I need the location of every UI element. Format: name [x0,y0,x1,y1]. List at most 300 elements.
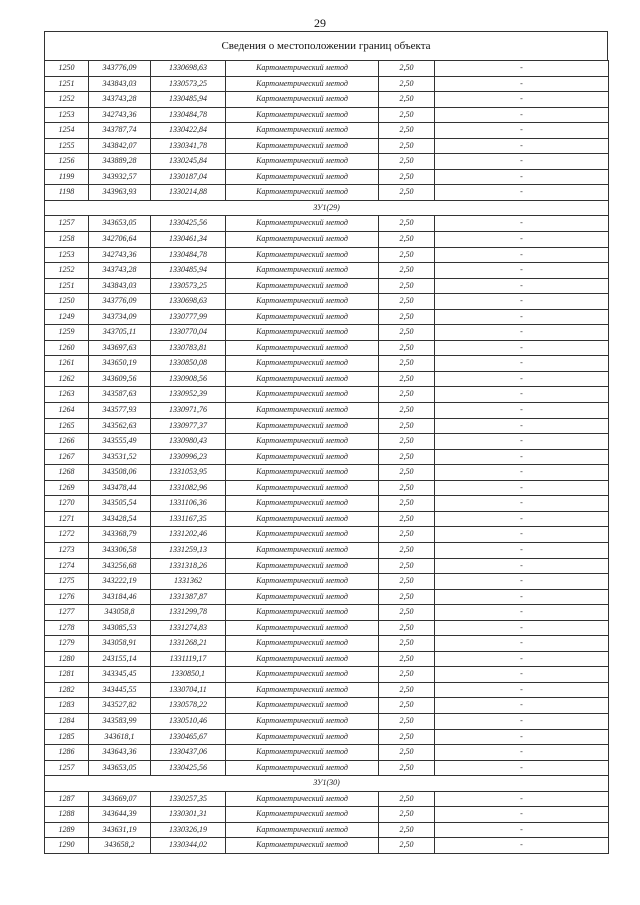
description-cell: - [435,807,609,823]
accuracy-cell: 2,50 [379,822,435,838]
accuracy-cell: 2,50 [379,574,435,590]
x-coordinate-cell: 343306,58 [89,542,151,558]
method-cell: Картометрический метод [226,713,379,729]
method-cell: Картометрический метод [226,449,379,465]
x-coordinate-cell: 343653,05 [89,760,151,776]
description-cell: - [435,822,609,838]
y-coordinate-cell: 1330952,39 [151,387,226,403]
description-cell: - [435,527,609,543]
table-row [45,745,609,761]
method-cell: Картометрический метод [226,636,379,652]
point-number-cell: 1256 [45,154,89,170]
table-row [45,263,609,279]
point-number-cell: 1255 [45,138,89,154]
accuracy-cell: 2,50 [379,465,435,481]
y-coordinate-cell: 1330573,25 [151,278,226,294]
description-cell: - [435,698,609,714]
method-cell: Картометрический метод [226,542,379,558]
table-row [45,574,609,590]
method-cell: Картометрический метод [226,371,379,387]
method-cell: Картометрический метод [226,589,379,605]
table-row [45,636,609,652]
accuracy-cell: 2,50 [379,61,435,77]
y-coordinate-cell: 1330510,46 [151,713,226,729]
y-coordinate-cell: 1330301,31 [151,807,226,823]
point-number-cell: 1287 [45,791,89,807]
x-coordinate-cell: 343734,09 [89,309,151,325]
table-row [45,698,609,714]
point-number-cell: 1252 [45,263,89,279]
description-cell: - [435,403,609,419]
point-number-cell: 1249 [45,309,89,325]
y-coordinate-cell: 1330484,78 [151,247,226,263]
accuracy-cell: 2,50 [379,138,435,154]
accuracy-cell: 2,50 [379,480,435,496]
accuracy-cell: 2,50 [379,340,435,356]
x-coordinate-cell: 343705,11 [89,325,151,341]
accuracy-cell: 2,50 [379,216,435,232]
description-cell: - [435,791,609,807]
y-coordinate-cell: 1330326,19 [151,822,226,838]
table-row [45,76,609,92]
table-row [45,729,609,745]
table-row [45,169,609,185]
description-cell: - [435,169,609,185]
x-coordinate-cell: 342743,36 [89,107,151,123]
x-coordinate-cell: 343932,57 [89,169,151,185]
x-coordinate-cell: 343697,63 [89,340,151,356]
point-number-cell: 1262 [45,371,89,387]
table-row [45,480,609,496]
table-row [45,294,609,310]
y-coordinate-cell: 1330341,78 [151,138,226,154]
y-coordinate-cell: 1331268,21 [151,636,226,652]
x-coordinate-cell: 343058,8 [89,605,151,621]
description-cell: - [435,480,609,496]
x-coordinate-cell: 343555,49 [89,434,151,450]
point-number-cell: 1275 [45,574,89,590]
description-cell: - [435,232,609,248]
point-number-cell: 1266 [45,434,89,450]
accuracy-cell: 2,50 [379,371,435,387]
accuracy-cell: 2,50 [379,558,435,574]
x-coordinate-cell: 343478,44 [89,480,151,496]
accuracy-cell: 2,50 [379,496,435,512]
description-cell: - [435,61,609,77]
method-cell: Картометрический метод [226,465,379,481]
method-cell: Картометрический метод [226,418,379,434]
description-cell: - [435,216,609,232]
description-cell: - [435,745,609,761]
method-cell: Картометрический метод [226,558,379,574]
y-coordinate-cell: 1330698,63 [151,61,226,77]
point-number-cell: 1267 [45,449,89,465]
y-coordinate-cell: 1330425,56 [151,760,226,776]
description-cell: - [435,263,609,279]
point-number-cell: 1271 [45,511,89,527]
point-number-cell: 1251 [45,278,89,294]
method-cell: Картометрический метод [226,620,379,636]
table-row [45,589,609,605]
point-number-cell: 1278 [45,620,89,636]
description-cell: - [435,574,609,590]
description-cell: - [435,76,609,92]
accuracy-cell: 2,50 [379,169,435,185]
table-row [45,807,609,823]
method-cell: Картометрический метод [226,651,379,667]
description-cell: - [435,760,609,776]
table-row [45,325,609,341]
method-cell: Картометрический метод [226,123,379,139]
section-header-row [45,776,609,792]
point-number-cell: 1268 [45,465,89,481]
y-coordinate-cell: 1331167,35 [151,511,226,527]
x-coordinate-cell: 343658,2 [89,838,151,854]
method-cell: Картометрический метод [226,682,379,698]
method-cell: Картометрический метод [226,169,379,185]
y-coordinate-cell: 1330777,99 [151,309,226,325]
table-row [45,667,609,683]
point-number-cell: 1257 [45,760,89,776]
method-cell: Картометрический метод [226,247,379,263]
table-row [45,278,609,294]
accuracy-cell: 2,50 [379,682,435,698]
y-coordinate-cell: 1330187,04 [151,169,226,185]
method-cell: Картометрический метод [226,574,379,590]
x-coordinate-cell: 343843,03 [89,278,151,294]
point-number-cell: 1283 [45,698,89,714]
accuracy-cell: 2,50 [379,247,435,263]
description-cell: - [435,449,609,465]
y-coordinate-cell: 1330977,37 [151,418,226,434]
method-cell: Картометрический метод [226,263,379,279]
x-coordinate-cell: 343743,28 [89,263,151,279]
point-number-cell: 1290 [45,838,89,854]
method-cell: Картометрический метод [226,356,379,372]
table-row [45,92,609,108]
x-coordinate-cell: 343085,53 [89,620,151,636]
y-coordinate-cell: 1330783,81 [151,340,226,356]
description-cell: - [435,620,609,636]
point-number-cell: 1277 [45,605,89,621]
accuracy-cell: 2,50 [379,107,435,123]
description-cell: - [435,496,609,512]
y-coordinate-cell: 1330465,67 [151,729,226,745]
description-cell: - [435,636,609,652]
y-coordinate-cell: 1330485,94 [151,92,226,108]
point-number-cell: 1269 [45,480,89,496]
accuracy-cell: 2,50 [379,620,435,636]
description-cell: - [435,434,609,450]
method-cell: Картометрический метод [226,387,379,403]
description-cell: - [435,154,609,170]
description-cell: - [435,682,609,698]
method-cell: Картометрический метод [226,511,379,527]
point-number-cell: 1260 [45,340,89,356]
x-coordinate-cell: 343368,79 [89,527,151,543]
table-row [45,822,609,838]
method-cell: Картометрический метод [226,698,379,714]
y-coordinate-cell: 1330971,76 [151,403,226,419]
accuracy-cell: 2,50 [379,434,435,450]
x-coordinate-cell: 343776,09 [89,61,151,77]
y-coordinate-cell: 1330422,84 [151,123,226,139]
y-coordinate-cell: 1330770,04 [151,325,226,341]
method-cell: Картометрический метод [226,434,379,450]
y-coordinate-cell: 1331119,17 [151,651,226,667]
method-cell: Картометрический метод [226,822,379,838]
x-coordinate-cell: 343531,52 [89,449,151,465]
point-number-cell: 1259 [45,325,89,341]
method-cell: Картометрический метод [226,185,379,201]
accuracy-cell: 2,50 [379,185,435,201]
description-cell: - [435,838,609,854]
accuracy-cell: 2,50 [379,729,435,745]
x-coordinate-cell: 343345,45 [89,667,151,683]
y-coordinate-cell: 1330698,63 [151,294,226,310]
y-coordinate-cell: 1330704,11 [151,682,226,698]
accuracy-cell: 2,50 [379,418,435,434]
accuracy-cell: 2,50 [379,838,435,854]
point-number-cell: 1253 [45,107,89,123]
description-cell: - [435,387,609,403]
boundary-points-table [44,60,609,854]
table-row [45,838,609,854]
table-row [45,605,609,621]
description-cell: - [435,123,609,139]
table-row [45,185,609,201]
x-coordinate-cell: 343650,19 [89,356,151,372]
description-cell: - [435,713,609,729]
accuracy-cell: 2,50 [379,542,435,558]
method-cell: Картометрический метод [226,807,379,823]
table-row [45,651,609,667]
accuracy-cell: 2,50 [379,123,435,139]
point-number-cell: 1263 [45,387,89,403]
x-coordinate-cell: 343505,54 [89,496,151,512]
description-cell: - [435,185,609,201]
x-coordinate-cell: 343889,28 [89,154,151,170]
x-coordinate-cell: 343609,56 [89,371,151,387]
point-number-cell: 1282 [45,682,89,698]
method-cell: Картометрический метод [226,61,379,77]
table-row [45,542,609,558]
table-row [45,123,609,139]
table-row [45,356,609,372]
accuracy-cell: 2,50 [379,232,435,248]
x-coordinate-cell: 343776,09 [89,294,151,310]
point-number-cell: 1254 [45,123,89,139]
method-cell: Картометрический метод [226,527,379,543]
method-cell: Картометрический метод [226,309,379,325]
table-row [45,791,609,807]
point-number-cell: 1258 [45,232,89,248]
point-number-cell: 1276 [45,589,89,605]
y-coordinate-cell: 1330996,23 [151,449,226,465]
table-row [45,309,609,325]
description-cell: - [435,356,609,372]
table-row [45,216,609,232]
description-cell: - [435,558,609,574]
table-row [45,434,609,450]
x-coordinate-cell: 343184,46 [89,589,151,605]
x-coordinate-cell: 343644,39 [89,807,151,823]
table-row [45,403,609,419]
point-number-cell: 1272 [45,527,89,543]
table-row [45,371,609,387]
point-number-cell: 1264 [45,403,89,419]
table-row [45,713,609,729]
accuracy-cell: 2,50 [379,651,435,667]
accuracy-cell: 2,50 [379,154,435,170]
accuracy-cell: 2,50 [379,387,435,403]
point-number-cell: 1284 [45,713,89,729]
y-coordinate-cell: 1330980,43 [151,434,226,450]
table-body [45,61,609,854]
x-coordinate-cell: 343643,36 [89,745,151,761]
table-row [45,465,609,481]
x-coordinate-cell: 343577,93 [89,403,151,419]
method-cell: Картометрический метод [226,745,379,761]
point-number-cell: 1198 [45,185,89,201]
method-cell: Картометрический метод [226,107,379,123]
x-coordinate-cell: 343583,99 [89,713,151,729]
x-coordinate-cell: 343058,91 [89,636,151,652]
y-coordinate-cell: 1330437,06 [151,745,226,761]
point-number-cell: 1288 [45,807,89,823]
y-coordinate-cell: 1331082,96 [151,480,226,496]
x-coordinate-cell: 343963,93 [89,185,151,201]
accuracy-cell: 2,50 [379,263,435,279]
table-row [45,511,609,527]
method-cell: Картометрический метод [226,667,379,683]
point-number-cell: 1286 [45,745,89,761]
table-row [45,340,609,356]
accuracy-cell: 2,50 [379,527,435,543]
point-number-cell: 1253 [45,247,89,263]
description-cell: - [435,465,609,481]
description-cell: - [435,107,609,123]
accuracy-cell: 2,50 [379,403,435,419]
page-number: 29 [314,16,326,30]
x-coordinate-cell: 343527,82 [89,698,151,714]
accuracy-cell: 2,50 [379,325,435,341]
y-coordinate-cell: 1330850,08 [151,356,226,372]
description-cell: - [435,729,609,745]
x-coordinate-cell: 343562,63 [89,418,151,434]
point-number-cell: 1199 [45,169,89,185]
point-number-cell: 1289 [45,822,89,838]
x-coordinate-cell: 342743,36 [89,247,151,263]
description-cell: - [435,92,609,108]
method-cell: Картометрический метод [226,216,379,232]
table-row [45,527,609,543]
x-coordinate-cell: 343428,54 [89,511,151,527]
description-cell: - [435,247,609,263]
x-coordinate-cell: 343618,1 [89,729,151,745]
method-cell: Картометрический метод [226,278,379,294]
accuracy-cell: 2,50 [379,294,435,310]
accuracy-cell: 2,50 [379,713,435,729]
table-row [45,760,609,776]
point-number-cell: 1250 [45,61,89,77]
method-cell: Картометрический метод [226,760,379,776]
table-row [45,387,609,403]
document-title: Сведения о местоположении границ объекта [44,31,608,60]
y-coordinate-cell: 1330257,35 [151,791,226,807]
point-number-cell: 1261 [45,356,89,372]
table-row [45,496,609,512]
y-coordinate-cell: 1331299,78 [151,605,226,621]
description-cell: - [435,309,609,325]
point-number-cell: 1252 [45,92,89,108]
point-number-cell: 1285 [45,729,89,745]
y-coordinate-cell: 1331106,36 [151,496,226,512]
y-coordinate-cell: 1330425,56 [151,216,226,232]
x-coordinate-cell: 343842,07 [89,138,151,154]
description-cell: - [435,511,609,527]
y-coordinate-cell: 1331274,83 [151,620,226,636]
accuracy-cell: 2,50 [379,76,435,92]
description-cell: - [435,589,609,605]
table-row [45,61,609,77]
y-coordinate-cell: 1330485,94 [151,263,226,279]
x-coordinate-cell: 343222,19 [89,574,151,590]
description-cell: - [435,371,609,387]
y-coordinate-cell: 1331259,13 [151,542,226,558]
table-row [45,138,609,154]
accuracy-cell: 2,50 [379,449,435,465]
table-row [45,558,609,574]
y-coordinate-cell: 1330908,56 [151,371,226,387]
accuracy-cell: 2,50 [379,92,435,108]
method-cell: Картометрический метод [226,138,379,154]
y-coordinate-cell: 1330214,88 [151,185,226,201]
accuracy-cell: 2,50 [379,309,435,325]
method-cell: Картометрический метод [226,232,379,248]
table-row [45,232,609,248]
y-coordinate-cell: 1330461,34 [151,232,226,248]
coordinates-sheet [44,31,608,854]
accuracy-cell: 2,50 [379,278,435,294]
point-number-cell: 1274 [45,558,89,574]
description-cell: - [435,542,609,558]
x-coordinate-cell: 342706,64 [89,232,151,248]
x-coordinate-cell: 343843,03 [89,76,151,92]
table-row [45,682,609,698]
table-row [45,418,609,434]
y-coordinate-cell: 1331318,26 [151,558,226,574]
method-cell: Картометрический метод [226,340,379,356]
point-number-cell: 1281 [45,667,89,683]
table-row [45,247,609,263]
y-coordinate-cell: 1331387,87 [151,589,226,605]
table-row [45,620,609,636]
accuracy-cell: 2,50 [379,356,435,372]
method-cell: Картометрический метод [226,403,379,419]
x-coordinate-cell: 343445,55 [89,682,151,698]
description-cell: - [435,418,609,434]
accuracy-cell: 2,50 [379,511,435,527]
point-number-cell: 1250 [45,294,89,310]
y-coordinate-cell: 1331053,95 [151,465,226,481]
method-cell: Картометрический метод [226,729,379,745]
point-number-cell: 1251 [45,76,89,92]
section-label: ЗУ1(29) [45,200,609,216]
y-coordinate-cell: 1330573,25 [151,76,226,92]
y-coordinate-cell: 1331202,46 [151,527,226,543]
description-cell: - [435,278,609,294]
